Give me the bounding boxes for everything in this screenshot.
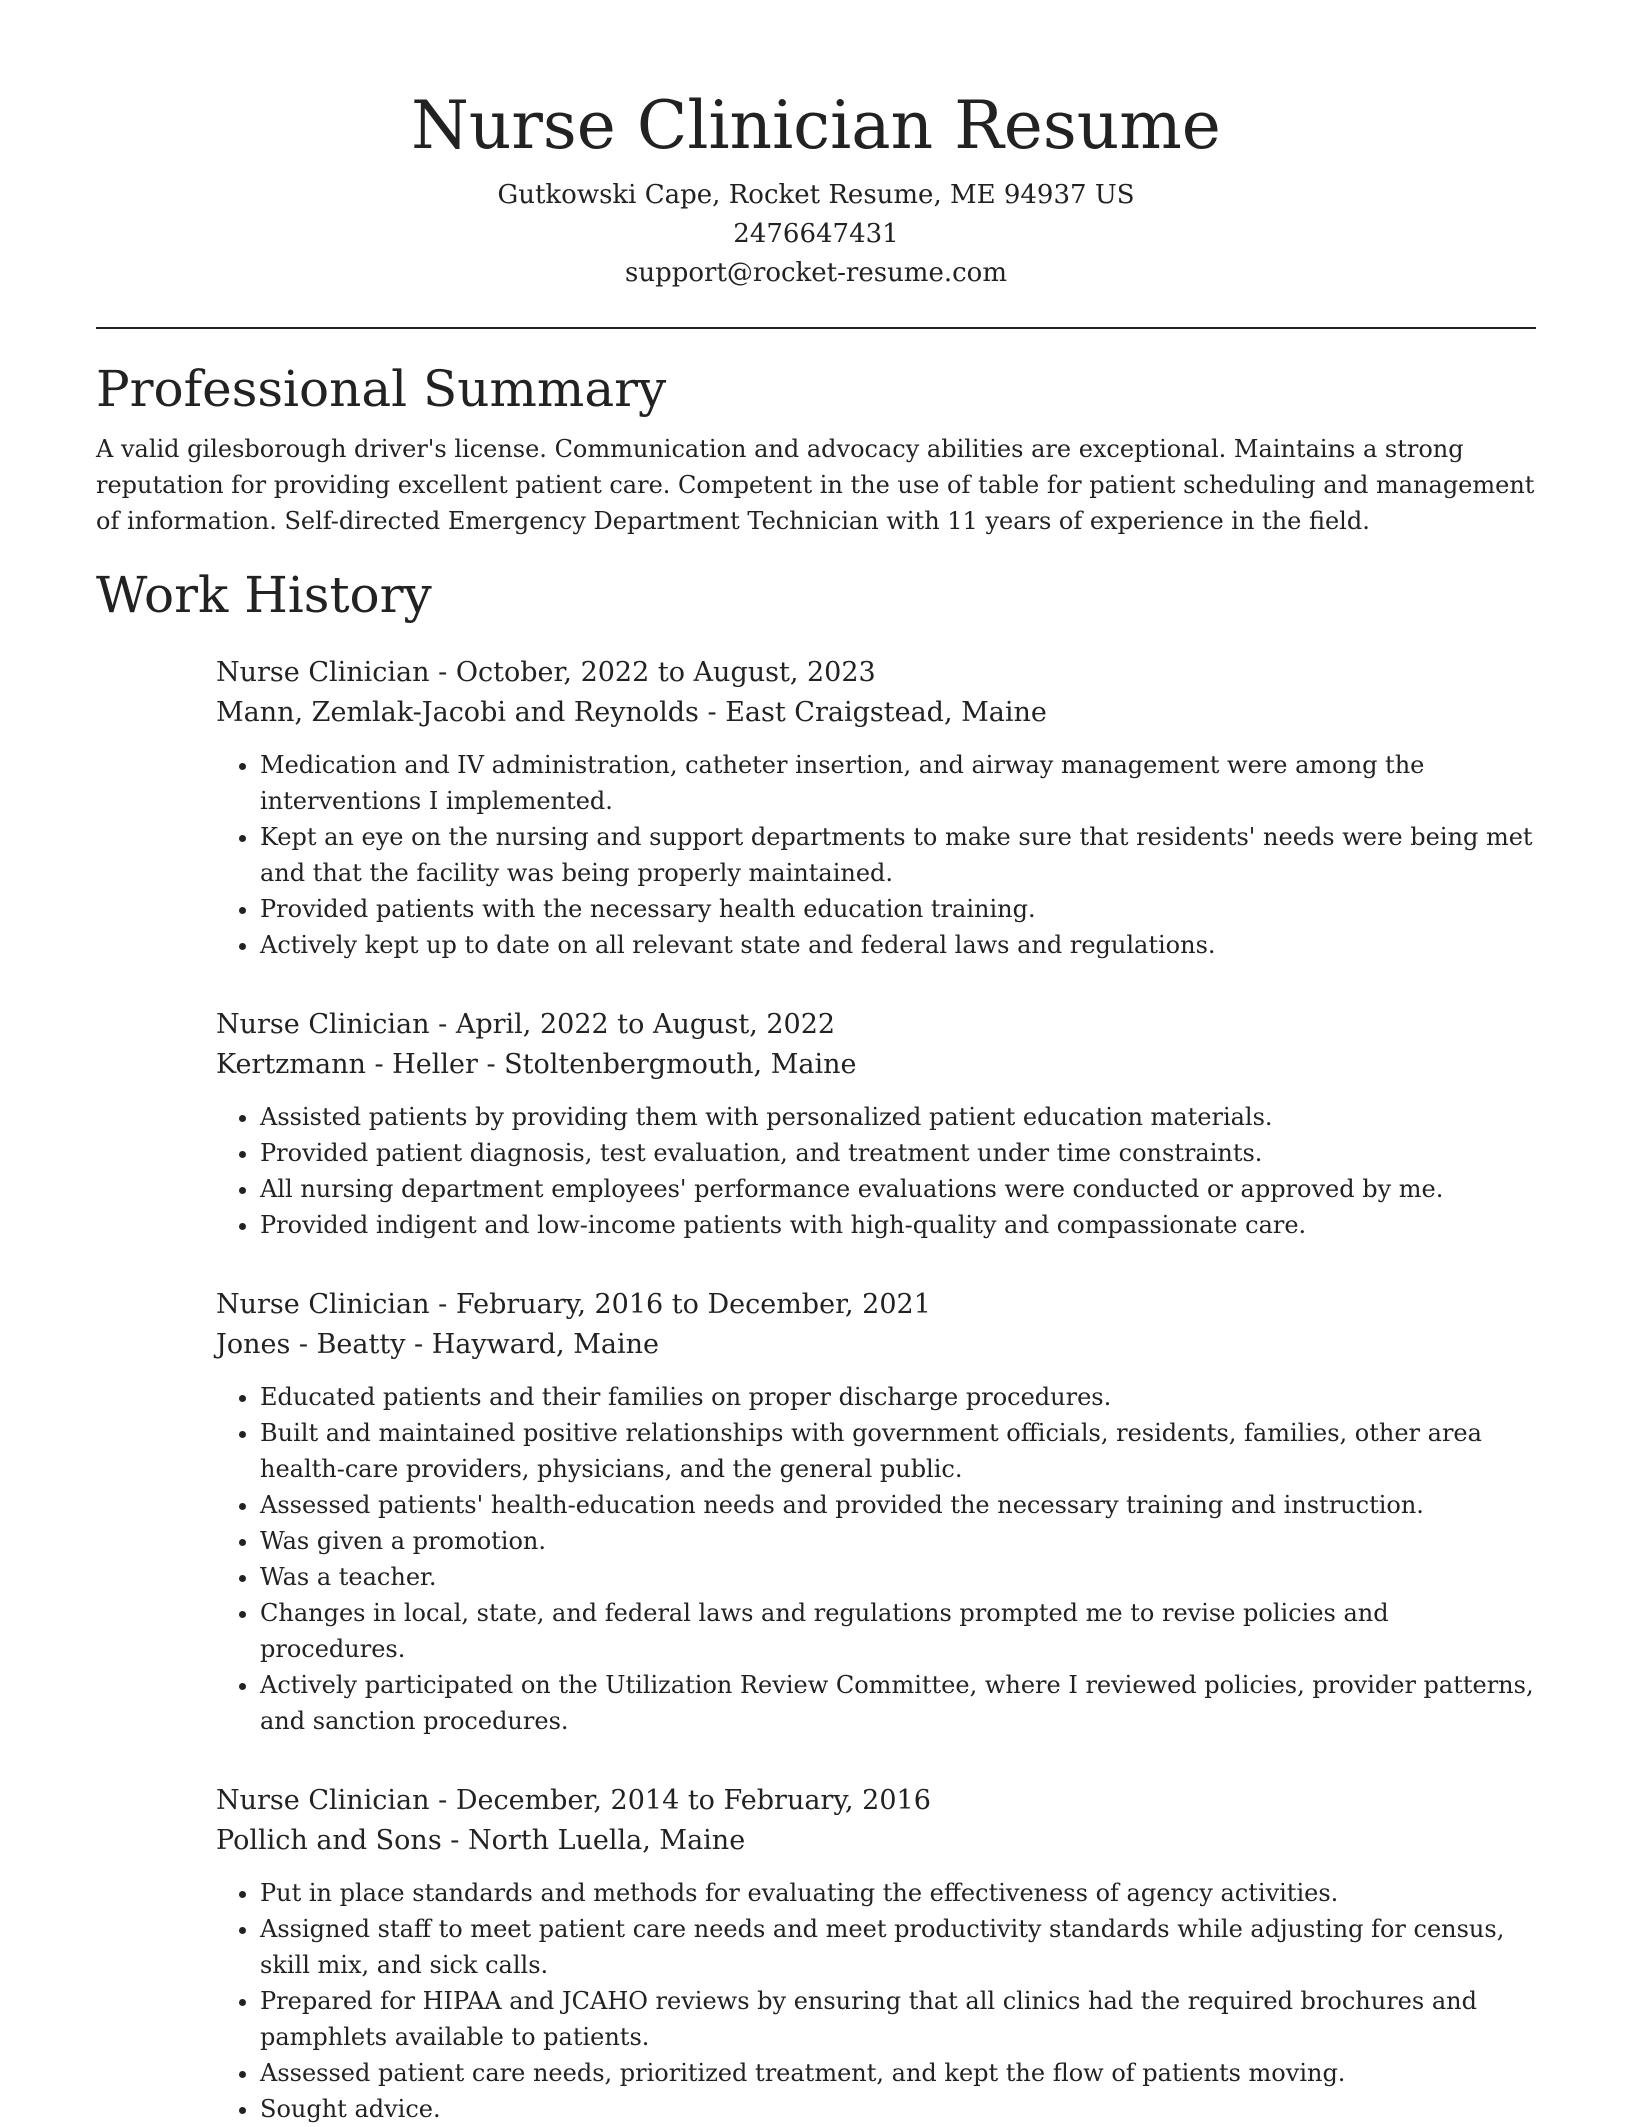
summary-heading: Professional Summary [96, 360, 667, 418]
summary-text: A valid gilesborough driver's license. Communication and advocacy abilities are exceptional. Maintains a strong reputation for providing excellent patient care. Competent in the use of table for patient scheduling and management of information. Self-directed Emergency Department Technician with 11 years of experience in the field. [96, 435, 1535, 535]
job-dates: December, 2014 to February, 2016 [455, 1785, 931, 1816]
job-location: East Craigstead, Maine [725, 697, 1047, 728]
job-bullet: • Actively kept up to date on all relevant state and federal laws and regulations. [260, 927, 1536, 963]
work-history-heading: Work History [96, 566, 432, 624]
job-title: Nurse Clinician [216, 1785, 430, 1816]
contact-phone: 2476647431 [733, 219, 899, 249]
job-bullet: • Built and maintained positive relationships with government officials, residents, families, other area health-care providers, physicians, and the general public. [260, 1415, 1536, 1487]
job-separator: - [441, 1825, 468, 1856]
contact-email: support@rocket-resume.com [624, 258, 1007, 288]
job-bullet: • Sought advice. [260, 2091, 1536, 2127]
job-bullets [216, 1099, 1536, 1243]
job-entry [216, 653, 1536, 963]
job-location: Stoltenbergmouth, Maine [504, 1049, 857, 1080]
job-bullet: • All nursing department employees' performance evaluations were conducted or approved by me. [260, 1171, 1536, 1207]
job-separator: - [429, 1785, 456, 1816]
job-dates: February, 2016 to December, 2021 [455, 1289, 931, 1320]
job-company-line [216, 693, 1536, 733]
job-bullet: • Prepared for HIPAA and JCAHO reviews by ensuring that all clinics had the required brochures and pamphlets available to patients. [260, 1983, 1536, 2055]
resume-title: Nurse Clinician Resume [411, 87, 1221, 164]
job-bullet: • Provided patient diagnosis, test evaluation, and treatment under time constraints. [260, 1135, 1536, 1171]
job-bullet: • Assigned staff to meet patient care needs and meet productivity standards while adjusting for census, skill mix, and sick calls. [260, 1911, 1536, 1983]
job-location: Hayward, Maine [431, 1329, 659, 1360]
job-bullets [216, 1379, 1536, 1739]
job-company: Kertzmann - Heller [216, 1049, 478, 1080]
job-bullet: • Was a teacher. [260, 1559, 1536, 1595]
job-bullet: • Educated patients and their families on proper discharge procedures. [260, 1379, 1536, 1415]
job-bullet: • Actively participated on the Utilization Review Committee, where I reviewed policies, provider patterns, and sanction procedures. [260, 1667, 1536, 1739]
job-entry [216, 1781, 1536, 2127]
job-company: Mann, Zemlak-Jacobi and Reynolds [216, 697, 699, 728]
header-divider [96, 327, 1536, 329]
job-separator: - [698, 697, 726, 728]
job-title-line [216, 1005, 1536, 1045]
job-company-line [216, 1045, 1536, 1085]
job-company-line [216, 1821, 1536, 1861]
job-bullet: • Assessed patient care needs, prioritized treatment, and kept the flow of patients moving. [260, 2055, 1536, 2091]
job-bullet: • Provided patients with the necessary health education training. [260, 891, 1536, 927]
professional-summary-section [96, 357, 1536, 539]
job-dates: October, 2022 to August, 2023 [455, 657, 876, 688]
job-title-line [216, 1781, 1536, 1821]
job-bullet: • Medication and IV administration, catheter insertion, and airway management were among the interventions I implemented. [260, 747, 1536, 819]
resume-page [96, 0, 1536, 2127]
job-location: North Luella, Maine [467, 1825, 746, 1856]
job-bullet: • Was given a promotion. [260, 1523, 1536, 1559]
job-bullet: • Assisted patients by providing them with personalized patient education materials. [260, 1099, 1536, 1135]
resume-header [96, 0, 1536, 293]
job-bullet: • Changes in local, state, and federal laws and regulations prompted me to revise policies and procedures. [260, 1595, 1536, 1667]
job-separator: - [429, 1009, 456, 1040]
job-bullet: • Kept an eye on the nursing and support departments to make sure that residents' needs were being met and that the facility was being properly maintained. [260, 819, 1536, 891]
job-title-line [216, 1285, 1536, 1325]
job-company: Jones - Beatty [216, 1329, 406, 1360]
job-title: Nurse Clinician [216, 1289, 430, 1320]
job-bullet: • Put in place standards and methods for evaluating the effectiveness of agency activities. [260, 1875, 1536, 1911]
job-entry [216, 1285, 1536, 1739]
job-separator: - [477, 1049, 505, 1080]
job-title-line [216, 653, 1536, 693]
job-bullets [216, 747, 1536, 963]
job-bullets [216, 1875, 1536, 2127]
job-separator: - [405, 1329, 432, 1360]
job-company: Pollich and Sons [216, 1825, 442, 1856]
job-title: Nurse Clinician [216, 657, 430, 688]
contact-address: Gutkowski Cape, Rocket Resume, ME 94937 US [497, 180, 1135, 210]
job-dates: April, 2022 to August, 2022 [455, 1009, 836, 1040]
job-bullet: • Provided indigent and low-income patients with high-quality and compassionate care. [260, 1207, 1536, 1243]
job-title: Nurse Clinician [216, 1009, 430, 1040]
job-separator: - [429, 1289, 456, 1320]
job-company-line [216, 1325, 1536, 1365]
job-bullet: • Assessed patients' health-education needs and provided the necessary training and instruction. [260, 1487, 1536, 1523]
job-entry [216, 1005, 1536, 1243]
job-separator: - [429, 657, 456, 688]
work-history-section [96, 563, 1536, 2127]
